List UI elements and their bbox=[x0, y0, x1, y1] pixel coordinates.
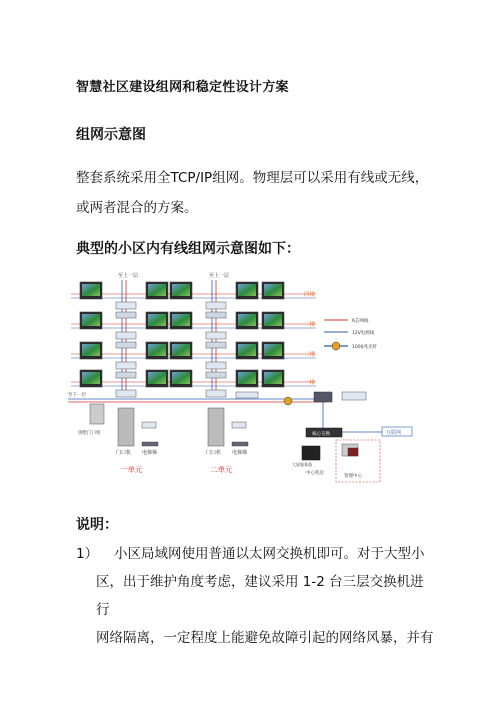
note-item-1-line-3: 网络隔离，一定程度上能避免故障引起的网络风暴，并有 bbox=[96, 630, 434, 646]
door-label-1: 门口机 bbox=[116, 450, 132, 456]
diagram-legend bbox=[324, 317, 377, 350]
section-heading-diagram: 典型的小区内有线组网示意图如下： bbox=[76, 241, 300, 257]
elevator-label-2: 电梯梯 bbox=[232, 450, 248, 456]
center-room-label: 中心机房 bbox=[306, 471, 324, 476]
section-heading-network: 组网示意图 bbox=[76, 127, 146, 143]
legend-fiber: 1000兆光纤 bbox=[352, 345, 377, 350]
unit-2-label: 二单元 bbox=[210, 465, 233, 474]
elevator-label-1: 电梯梯 bbox=[142, 450, 158, 456]
note-item-1 bbox=[76, 540, 436, 652]
server-label: 大屏服务器 bbox=[292, 462, 312, 467]
legend-network: 6芯网线 bbox=[352, 319, 369, 324]
section-heading-notes: 说明： bbox=[76, 517, 118, 533]
internet-label: 互联网 bbox=[386, 430, 402, 436]
intro-line-2: 或两者混合的方案。 bbox=[76, 200, 198, 216]
note-item-1-number: 1） bbox=[76, 546, 99, 562]
note-item-1-line-2: 区，出于维护角度考虑，建议采用 1-2 台三层交换机进行 bbox=[96, 574, 424, 618]
mgmt-center-label: 管理中心 bbox=[344, 474, 362, 479]
col2-top-label: 至上一层 bbox=[209, 273, 230, 279]
floor-label-1: 一楼 bbox=[304, 380, 316, 386]
intro-line-1: 整套系统采用全TCP/IP组网。物理层可以采用有线或无线， bbox=[76, 170, 429, 186]
core-switch-label: 核心交换 bbox=[312, 432, 330, 437]
intro-paragraph bbox=[76, 163, 436, 223]
floor-label-3: 三楼 bbox=[304, 322, 316, 328]
document-title: 智慧社区建设组网和稳定性设计方案 bbox=[76, 80, 289, 95]
to-next-label: 至下一层 bbox=[68, 393, 86, 398]
legend-power: 12V电源线 bbox=[352, 331, 375, 336]
network-diagram bbox=[66, 268, 431, 493]
door-label-2: 门口机 bbox=[206, 450, 222, 456]
col1-top-label: 至上一层 bbox=[118, 273, 139, 279]
floor-label-2: 二楼 bbox=[304, 352, 316, 358]
floor-label-4: 四楼 bbox=[304, 292, 316, 298]
note-item-1-line-1: 小区局域网使用普通以太网交换机即可。对于大型小 bbox=[114, 546, 425, 562]
villa-door-label: 别墅门口机 bbox=[78, 431, 101, 436]
unit-1-label: 一单元 bbox=[120, 465, 143, 474]
